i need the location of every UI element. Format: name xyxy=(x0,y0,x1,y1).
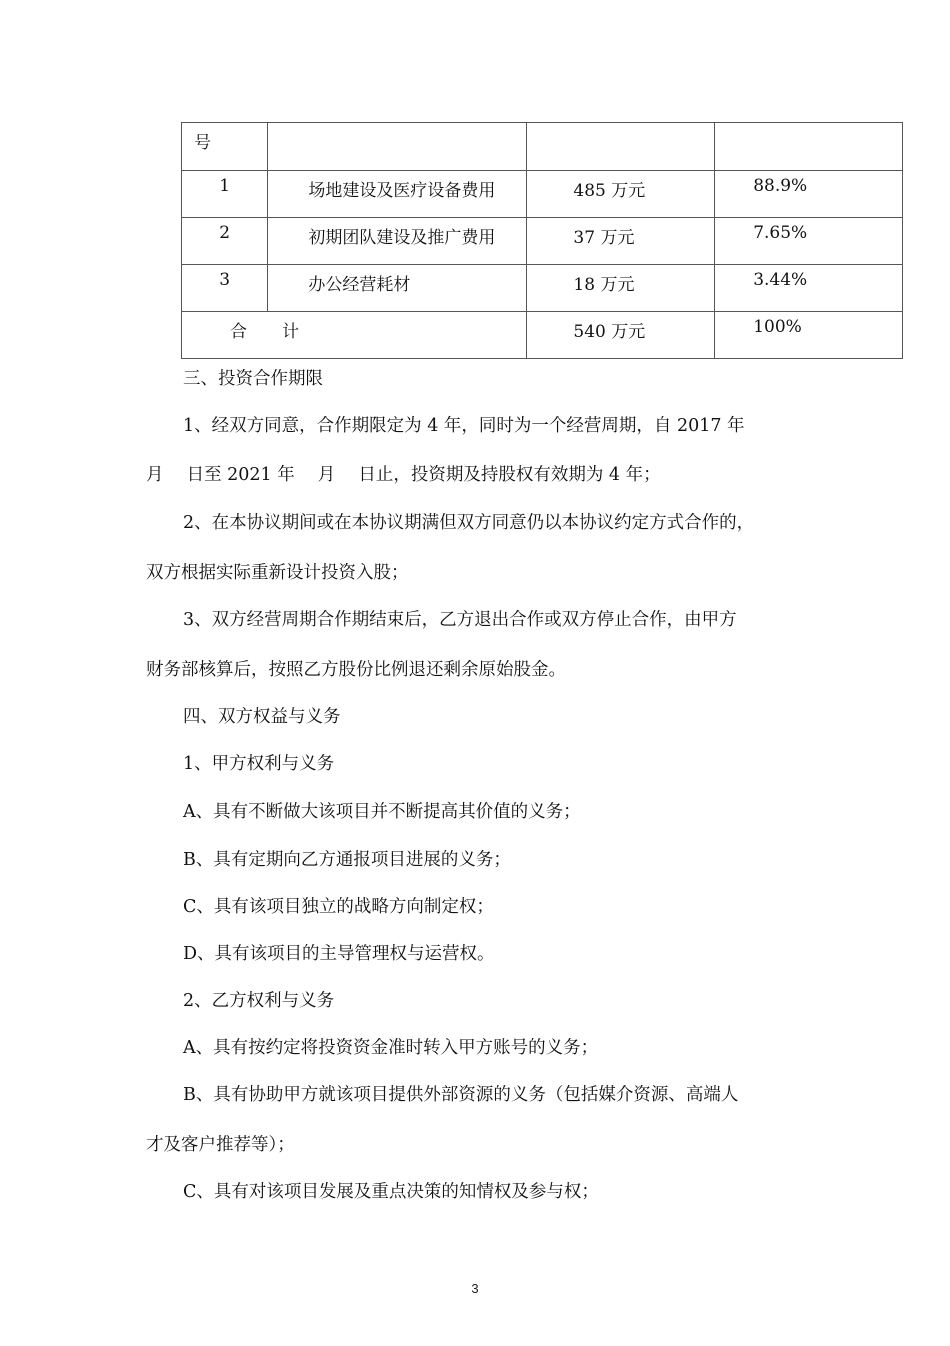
table-header-row-fragment xyxy=(182,123,903,171)
table-total-row xyxy=(182,312,903,359)
section-3-paragraph-2-line-2: 双方根据实际重新设计投资入股； xyxy=(146,563,409,583)
section-3-paragraph-1-line-1: 1、经双方同意，合作期限定为 4 年，同时为一个经营周期，自 2017 年 xyxy=(183,416,745,436)
section-4-heading: 四、双方权益与义务 xyxy=(183,707,341,727)
section-3-paragraph-2-line-1: 2、在本协议期间或在本协议期满但双方同意仍以本协议约定方式合作的， xyxy=(183,513,755,533)
row-item: 场地建设及医疗设备费用 xyxy=(308,181,496,201)
row-number: 3 xyxy=(219,270,231,290)
row-item: 办公经营耗材 xyxy=(308,275,411,295)
party-b-title: 2、乙方权利与义务 xyxy=(183,991,335,1011)
header-serial-fragment: 号 xyxy=(194,133,211,153)
party-b-item-a: A、具有按约定将投资资金准时转入甲方账号的义务； xyxy=(183,1038,599,1058)
section-3-paragraph-3-line-2: 财务部核算后，按照乙方股份比例退还剩余原始股金。 xyxy=(146,660,566,680)
investment-budget-table xyxy=(181,122,903,359)
row-number: 2 xyxy=(219,223,231,243)
row-percent: 3.44% xyxy=(753,270,808,290)
row-amount: 485 万元 xyxy=(573,181,646,201)
row-amount: 37 万元 xyxy=(573,228,635,248)
section-3-paragraph-3-line-1: 3、双方经营周期合作期结束后，乙方退出合作或双方停止合作，由甲方 xyxy=(183,610,737,630)
row-percent: 7.65% xyxy=(753,223,808,243)
row-number: 1 xyxy=(219,176,231,196)
section-3-paragraph-1-line-2: 月 日至 2021 年 月 日止，投资期及持股权有效期为 4 年； xyxy=(146,465,661,485)
row-amount: 18 万元 xyxy=(573,275,635,295)
table-row xyxy=(182,265,903,312)
page-number: 3 xyxy=(471,1281,479,1296)
party-a-title: 1、甲方权利与义务 xyxy=(183,754,335,774)
table-row xyxy=(182,171,903,218)
party-b-item-c: C、具有对该项目发展及重点决策的知情权及参与权； xyxy=(183,1182,599,1202)
total-label: 合 计 xyxy=(230,322,299,342)
party-a-item-c: C、具有该项目独立的战略方向制定权； xyxy=(183,897,494,917)
party-b-item-b-line-1: B、具有协助甲方就该项目提供外部资源的义务（包括媒介资源、高端人 xyxy=(183,1085,739,1105)
party-a-item-a: A、具有不断做大该项目并不断提高其价值的义务； xyxy=(183,802,581,822)
total-amount: 540 万元 xyxy=(573,322,646,342)
party-a-item-b: B、具有定期向乙方通报项目进展的义务； xyxy=(183,850,511,870)
total-percent: 100% xyxy=(753,317,802,337)
row-percent: 88.9% xyxy=(753,176,808,196)
party-b-item-b-line-2: 才及客户推荐等）； xyxy=(146,1135,295,1155)
table-row xyxy=(182,218,903,265)
section-3-heading: 三、投资合作期限 xyxy=(183,369,323,389)
party-a-item-d: D、具有该项目的主导管理权与运营权。 xyxy=(183,944,495,964)
row-item: 初期团队建设及推广费用 xyxy=(308,228,496,248)
